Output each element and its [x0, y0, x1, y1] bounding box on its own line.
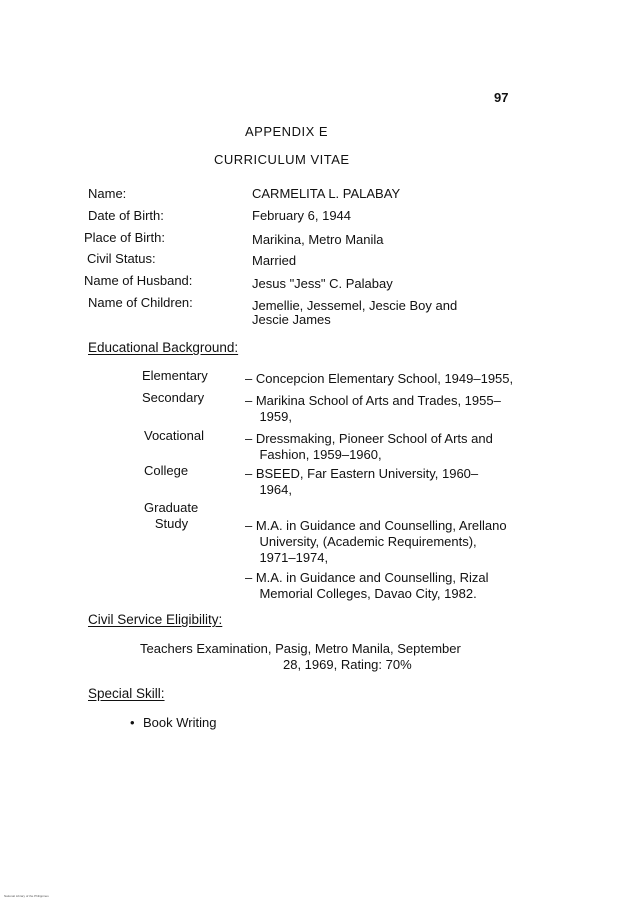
civil-service-heading: Civil Service Eligibility:	[88, 612, 223, 627]
value-children: Jemellie, Jessemel, Jescie Boy and Jescie James	[252, 298, 458, 327]
label-name: Name:	[88, 186, 127, 201]
cv-title: CURRICULUM VITAE	[214, 152, 350, 167]
footer-note: National Library of the Philippines	[4, 894, 49, 898]
appendix-title: APPENDIX E	[245, 124, 329, 139]
special-skill-heading: Special Skill:	[88, 686, 165, 701]
label-civil-status: Civil Status:	[87, 251, 156, 266]
education-level: Graduate Study	[144, 500, 199, 531]
value-civil-status: Married	[252, 253, 297, 268]
education-detail: – BSEED, Far Eastern University, 1960– 1964,	[245, 466, 479, 497]
special-skill-item: Book Writing	[143, 715, 217, 730]
label-husband: Name of Husband:	[84, 273, 193, 288]
education-level: Vocational	[144, 428, 204, 443]
education-detail: – Dressmaking, Pioneer School of Arts and Fashion, 1959–1960,	[245, 431, 493, 462]
education-level: Secondary	[142, 390, 205, 405]
value-date-of-birth: February 6, 1944	[252, 208, 352, 223]
value-place-of-birth: Marikina, Metro Manila	[252, 232, 384, 247]
education-level: Elementary	[142, 368, 208, 383]
bullet-icon: •	[130, 715, 135, 730]
page-number: 97	[494, 90, 509, 105]
label-date-of-birth: Date of Birth:	[88, 208, 164, 223]
education-heading: Educational Background:	[88, 340, 239, 355]
civil-service-line: Teachers Examination, Pasig, Metro Manila, September	[140, 641, 461, 656]
civil-service-line: 28, 1969, Rating: 70%	[283, 657, 412, 672]
education-level: College	[144, 463, 189, 478]
label-place-of-birth: Place of Birth:	[84, 230, 165, 245]
education-detail: – M.A. in Guidance and Counselling, Arellano University, (Academic Requirements), 1971–1974,	[245, 518, 507, 565]
education-detail: – M.A. in Guidance and Counselling, Rizal Memorial Colleges, Davao City, 1982.	[245, 570, 489, 601]
label-children: Name of Children:	[88, 295, 193, 310]
value-husband: Jesus "Jess" C. Palabay	[252, 276, 393, 291]
education-detail: – Concepcion Elementary School, 1949–1955,	[245, 371, 514, 386]
education-detail: – Marikina School of Arts and Trades, 1955– 1959,	[245, 393, 501, 424]
value-name: CARMELITA L. PALABAY	[252, 186, 401, 201]
